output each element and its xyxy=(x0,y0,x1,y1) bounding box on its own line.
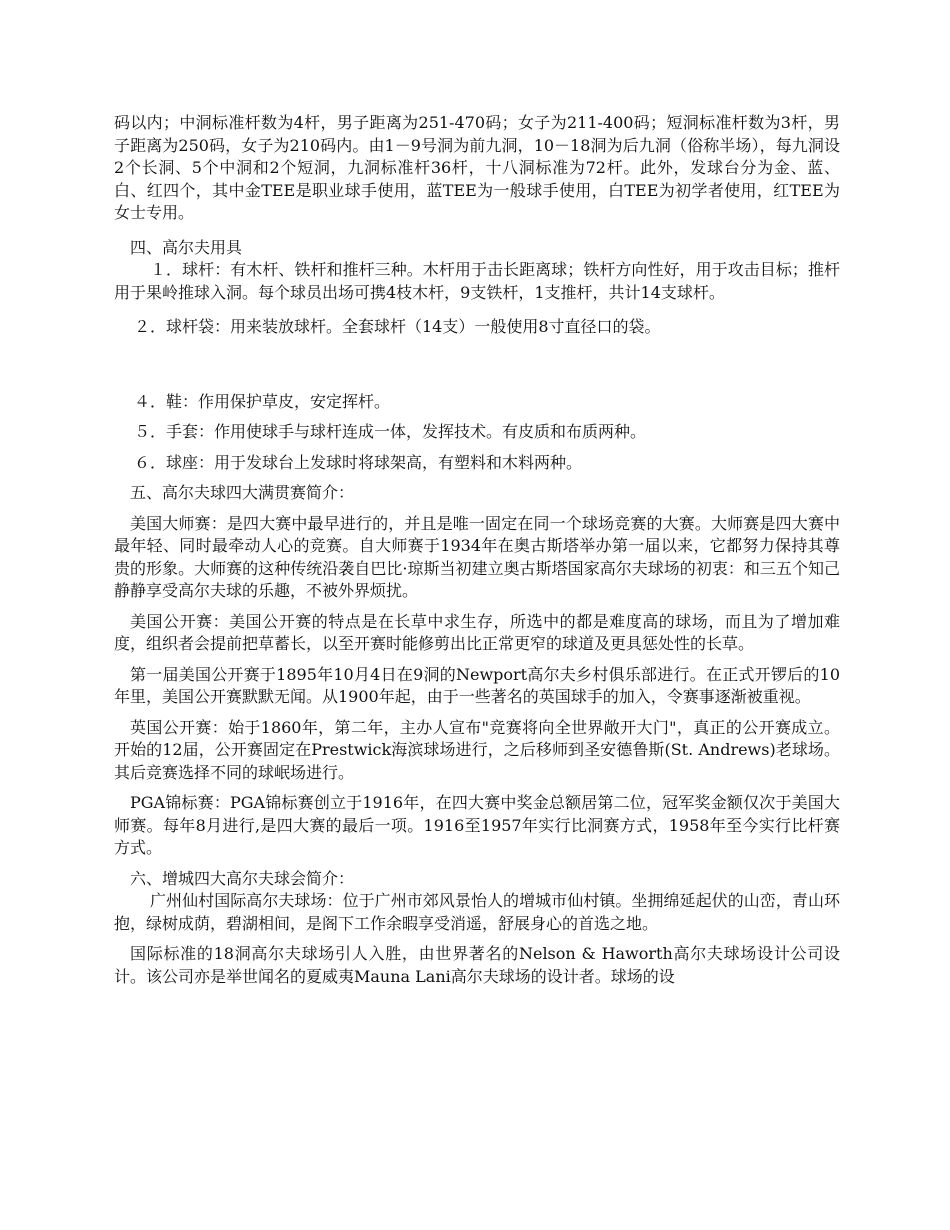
paragraph-club-bag: ２．球杆袋：用来装放球杆。全套球杆（14支）一般使用8寸直径口的袋。 xyxy=(134,317,661,336)
paragraph-pga: PGA锦标赛：PGA锦标赛创立于1916年，在四大赛中奖金总额居第二位，冠军奖金额仅次于美国大师赛。每年8月进行,是四大赛的最后一项。1916至1957年实行比洞赛方式，1958年至今实行比杆赛方式。 xyxy=(114,793,840,857)
paragraph-clubs: １．球杆：有木杆、铁杆和推杆三种。木杆用于击长距离球；铁杆方向性好，用于攻击目标；推杆用于果岭推球入洞。每个球员出场可携4枝木杆，9支铁杆，1支推杆，共计14支球杆。 xyxy=(114,260,840,302)
paragraph-british-open: 英国公开赛：始于1860年，第二年，主办人宣布"竞赛将向全世界敞开大门"，真正的公开赛成立。开始的12届，公开赛固定在Prestwick海滨球场进行，之后移师到圣安德鲁斯(St. Andrews)老球场。其后竞赛选择不同的球岷场进行。 xyxy=(114,717,840,782)
paragraph-gloves: ５．手套：作用使球手与球杆连成一体，发挥技术。有皮质和布质两种。 xyxy=(134,422,647,441)
document-page xyxy=(114,112,840,988)
section-heading-majors: 五、高尔夫球四大满贯赛简介： xyxy=(130,483,355,502)
paragraph-hole-standards: 码以内；中洞标准杆数为4杆，男子距离为251-470码；女子为211-400码；短洞标准杆数为3杆，男子距离为250码，女子为210码内。由1－9号洞为前九洞，10－18洞为后九洞（俗称半场），每九洞设2个长洞、5个中洞和2个短洞，九洞标准杆36杆，十八洞标准为72杆。此外，发球台分为金、蓝、白、红四个，其中金TEE是职业球手使用，蓝TEE为一般球手使用，白TEE为初学者使用，红TEE为女士专用。 xyxy=(114,113,840,222)
paragraph-us-open-history: 第一届美国公开赛于1895年10月4日在9洞的Newport高尔夫乡村俱乐部进行。在正式开锣后的10年里，美国公开赛默默无闻。从1900年起，由于一些著名的英国球手的加入，令赛事逐渐被重视。 xyxy=(114,664,840,706)
section-heading-equipment: 四、高尔夫用具 xyxy=(130,237,243,257)
paragraph-shoes: ４．鞋：作用保护草皮，安定挥杆。 xyxy=(134,391,391,411)
paragraph-masters: 美国大师赛：是四大赛中最早进行的，并且是唯一固定在同一个球场竞赛的大赛。大师赛是四大赛中最年轻、同时最牵动人心的竞赛。自大师赛于1934年在奥古斯塔举办第一届以来，它都努力保持其尊贵的形象。大师赛的这种传统沿袭自巴比·琼斯当初建立奥古斯塔国家高尔夫球场的初衷：和三五个知己静静享受高尔夫球的乐趣，不被外界烦扰。 xyxy=(114,513,840,600)
paragraph-us-open: 美国公开赛：美国公开赛的特点是在长草中求生存，所选中的都是难度高的球场，而且为了增加难度，组织者会提前把草蓄长，以至开赛时能修剪出比正常更窄的球道及更具惩处性的长草。 xyxy=(114,611,840,653)
paragraph-tee: ６．球座：用于发球台上发球时将球架高，有塑料和木料两种。 xyxy=(134,452,583,472)
section-heading-zengcheng: 六、增城四大高尔夫球会简介： xyxy=(130,868,355,888)
paragraph-course-design: 国际标准的18洞高尔夫球场引人入胜，由世界著名的Nelson & Haworth高尔夫球场设计公司设计。该公司亦是举世闻名的夏威夷Mauna Lani高尔夫球场的设计者。球场的设 xyxy=(114,944,840,986)
paragraph-xiancun: 广州仙村国际高尔夫球场：位于广州市郊风景怡人的增城市仙村镇。坐拥绵延起伏的山峦，青山环抱，绿树成荫，碧湖相间，是阁下工作余暇享受消遥，舒展身心的首选之地。 xyxy=(114,891,840,933)
